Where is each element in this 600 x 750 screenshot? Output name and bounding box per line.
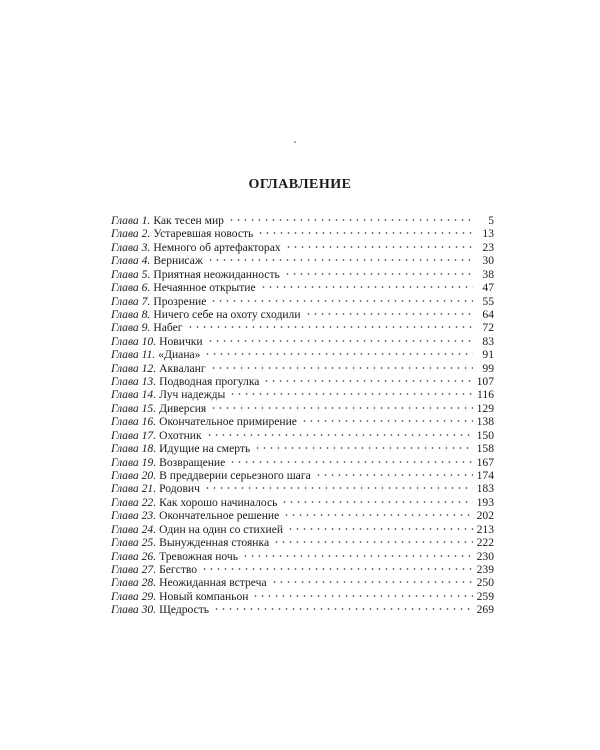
chapter-label: Глава 6. [111, 281, 151, 295]
dot-leader [305, 312, 473, 316]
chapter-page-number: 129 [476, 401, 494, 415]
chapter-label: Глава 30. [111, 603, 157, 617]
toc-entry [111, 362, 494, 375]
toc-entry [111, 254, 494, 267]
print-speck [294, 141, 296, 143]
toc-entry [111, 576, 494, 589]
chapter-title: Вынужденная стоянка [159, 536, 270, 550]
dot-leader [228, 218, 473, 222]
toc-entry [111, 241, 494, 254]
toc-entry [111, 402, 494, 415]
chapter-label: Глава 16. [111, 415, 157, 429]
dot-leader [207, 258, 473, 262]
toc-entry [111, 268, 494, 281]
chapter-page-number: 222 [476, 536, 494, 550]
chapter-label: Глава 22. [111, 495, 157, 509]
chapter-page-number: 174 [476, 469, 494, 483]
chapter-title: Идущие на смерть [159, 442, 251, 456]
chapter-page-number: 116 [477, 388, 494, 402]
chapter-page-number: 259 [476, 589, 494, 603]
chapter-page-number: 230 [476, 549, 494, 563]
toc-entry [111, 415, 494, 428]
dot-leader [207, 339, 473, 343]
toc-entry [111, 603, 494, 616]
dot-leader [229, 460, 473, 464]
chapter-label: Глава 15. [111, 401, 157, 415]
dot-leader [254, 446, 473, 450]
chapter-page-number: 158 [476, 442, 494, 456]
chapter-label: Глава 7. [111, 294, 151, 308]
toc-entry [111, 523, 494, 536]
chapter-page-number: 138 [476, 415, 494, 429]
chapter-page-number: 5 [488, 214, 494, 227]
chapter-page-number: 150 [476, 428, 494, 442]
toc-entry [111, 321, 494, 334]
chapter-title: Диверсия [159, 401, 207, 415]
chapter-title: Окончательное примирение [159, 415, 297, 429]
chapter-label: Глава 17. [111, 428, 157, 442]
dot-leader [315, 473, 473, 477]
toc-entry [111, 348, 494, 361]
chapter-title: Луч надежды [159, 388, 226, 402]
chapter-label: Глава 14. [111, 388, 157, 402]
chapter-title: Неожиданная встреча [159, 576, 267, 590]
chapter-label: Глава 1. [111, 214, 151, 227]
toc-entry [111, 496, 494, 509]
toc-entry [111, 429, 494, 442]
toc-entry [111, 550, 494, 563]
chapter-page-number: 83 [482, 334, 494, 348]
chapter-label: Глава 4. [111, 254, 151, 268]
dot-leader [201, 567, 473, 571]
chapter-label: Глава 12. [111, 361, 157, 375]
dot-leader [273, 540, 473, 544]
dot-leader [271, 580, 473, 584]
chapter-page-number: 239 [476, 562, 494, 576]
chapter-title: Набег [153, 321, 183, 335]
dot-leader [263, 379, 473, 383]
chapter-title: Прозрение [153, 294, 207, 308]
chapter-title: Как хорошо начиналось [159, 495, 278, 509]
chapter-title: Родович [159, 482, 200, 496]
toc-entry [111, 375, 494, 388]
chapter-title: Тревожная ночь [159, 549, 239, 563]
chapter-label: Глава 3. [111, 240, 151, 254]
chapter-page-number: 107 [476, 375, 494, 389]
dot-leader [301, 419, 473, 423]
chapter-page-number: 99 [482, 361, 494, 375]
chapter-title: Акваланг [159, 361, 206, 375]
chapter-page-number: 64 [482, 307, 494, 321]
toc-entry [111, 295, 494, 308]
chapter-title: «Диана» [158, 348, 201, 362]
chapter-page-number: 55 [482, 294, 494, 308]
chapter-title: Вернисаж [153, 254, 203, 268]
chapter-title: Новый компаньон [159, 589, 249, 603]
toc-entry [111, 281, 494, 294]
chapter-title: Приятная неожиданность [153, 267, 280, 281]
toc-entry [111, 308, 494, 321]
toc-entry [111, 590, 494, 603]
dot-leader [242, 554, 473, 558]
chapter-label: Глава 23. [111, 509, 157, 523]
toc-entry [111, 469, 494, 482]
chapter-title: Окончательное решение [159, 509, 280, 523]
chapter-label: Глава 20. [111, 469, 157, 483]
chapter-label: Глава 8. [111, 307, 151, 321]
chapter-label: Глава 11. [111, 348, 156, 362]
toc-entry [111, 214, 494, 227]
dot-leader [284, 272, 473, 276]
chapter-title: Один на один со стихией [159, 522, 284, 536]
toc-entry [111, 509, 494, 522]
chapter-label: Глава 13. [111, 375, 157, 389]
chapter-label: Глава 29. [111, 589, 157, 603]
chapter-label: Глава 25. [111, 536, 157, 550]
dot-leader [213, 607, 473, 611]
table-of-contents [111, 214, 494, 617]
toc-entry [111, 563, 494, 576]
dot-leader [252, 594, 473, 598]
toc-entry [111, 335, 494, 348]
chapter-page-number: 202 [476, 509, 494, 523]
chapter-page-number: 183 [476, 482, 494, 496]
dot-leader [187, 325, 474, 329]
chapter-page-number: 167 [476, 455, 494, 469]
chapter-label: Глава 2. [111, 227, 151, 241]
chapter-title: Нечаянное открытие [153, 281, 256, 295]
chapter-page-number: 38 [482, 267, 494, 281]
chapter-label: Глава 5. [111, 267, 151, 281]
chapter-label: Глава 19. [111, 455, 157, 469]
dot-leader [204, 486, 473, 490]
toc-entry [111, 442, 494, 455]
chapter-page-number: 213 [476, 522, 494, 536]
chapter-title: Охотник [159, 428, 202, 442]
dot-leader [210, 366, 473, 370]
dot-leader [229, 392, 473, 396]
dot-leader [210, 406, 473, 410]
dot-leader [210, 299, 473, 303]
dot-leader [287, 527, 473, 531]
toc-entry [111, 536, 494, 549]
chapter-title: Возвращение [159, 455, 226, 469]
toc-entry [111, 482, 494, 495]
dot-leader [281, 500, 473, 504]
chapter-label: Глава 18. [111, 442, 157, 456]
chapter-label: Глава 9. [111, 321, 151, 335]
chapter-page-number: 30 [482, 254, 494, 268]
chapter-title: Устаревшая новость [153, 227, 254, 241]
chapter-title: Бегство [159, 562, 198, 576]
dot-leader [283, 513, 473, 517]
dot-leader [285, 245, 473, 249]
chapter-title: Подводная прогулка [159, 375, 260, 389]
dot-leader [204, 352, 473, 356]
toc-entry [111, 456, 494, 469]
chapter-page-number: 23 [482, 240, 494, 254]
chapter-title: Как тесен мир [153, 214, 224, 227]
chapter-title: Немного об артефакторах [153, 240, 281, 254]
chapter-label: Глава 26. [111, 549, 157, 563]
chapter-label: Глава 24. [111, 522, 157, 536]
chapter-label: Глава 21. [111, 482, 157, 496]
chapter-page-number: 250 [476, 576, 494, 590]
chapter-title: Ничего себе на охоту сходили [153, 307, 301, 321]
dot-leader [260, 285, 473, 289]
chapter-title: Новички [159, 334, 203, 348]
page-title: ОГЛАВЛЕНИЕ [248, 177, 352, 192]
chapter-page-number: 193 [476, 495, 494, 509]
dot-leader [257, 231, 473, 235]
chapter-label: Глава 27. [111, 562, 157, 576]
chapter-title: Щедрость [159, 603, 210, 617]
chapter-label: Глава 10. [111, 334, 157, 348]
chapter-page-number: 13 [482, 227, 494, 241]
chapter-page-number: 269 [476, 603, 494, 617]
dot-leader [206, 433, 473, 437]
toc-entry [111, 388, 494, 401]
chapter-label: Глава 28. [111, 576, 157, 590]
chapter-page-number: 47 [482, 281, 494, 295]
chapter-page-number: 91 [482, 348, 494, 362]
chapter-page-number: 72 [482, 321, 494, 335]
chapter-title: В преддверии серьезного шага [159, 469, 311, 483]
toc-entry [111, 227, 494, 240]
